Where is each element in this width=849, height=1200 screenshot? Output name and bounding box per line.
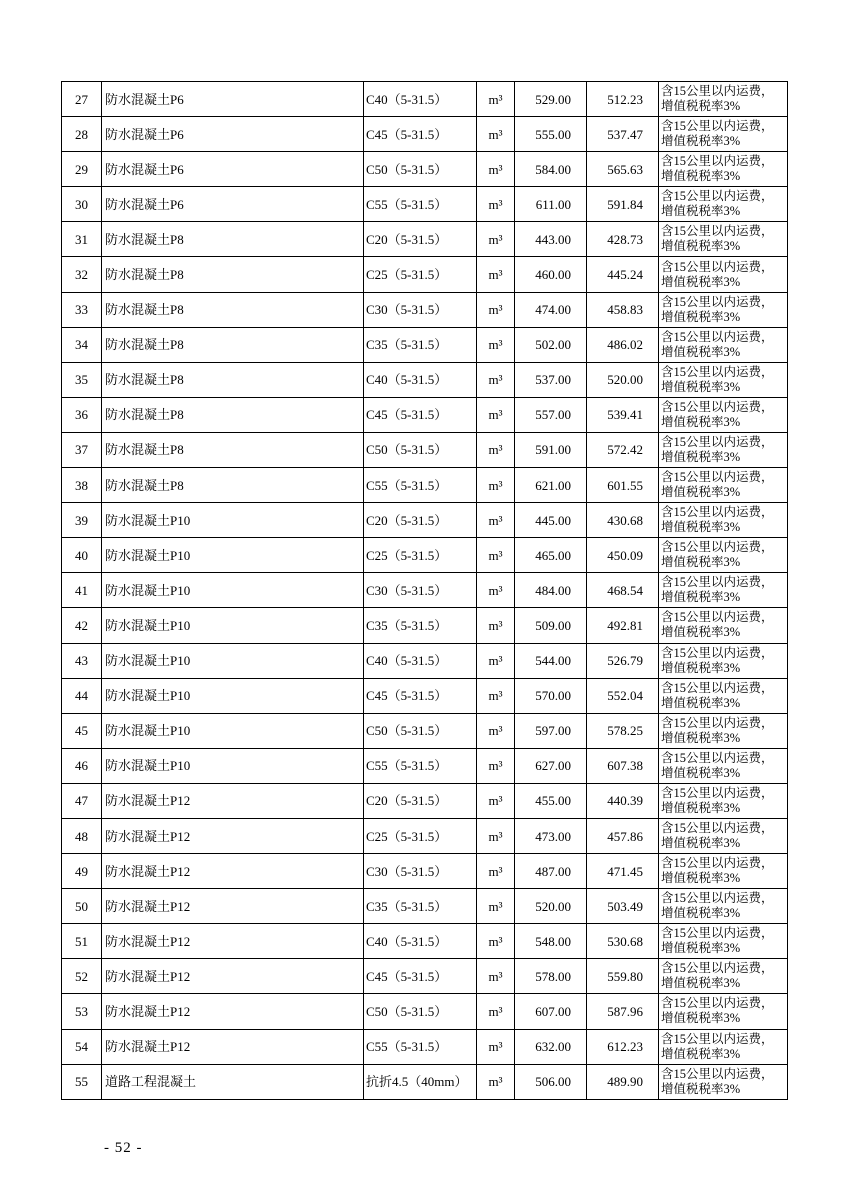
material-spec-cell: C20（5-31.5） [364, 503, 477, 538]
remark-line: 增值税税率3% [661, 906, 741, 921]
row-number-cell: 45 [62, 713, 102, 748]
row-number-cell: 35 [62, 362, 102, 397]
price-excl-tax-cell: 591.84 [587, 187, 659, 222]
remark-line: 含15公里以内运费， [661, 821, 774, 836]
table-row [62, 503, 788, 538]
remark-line: 增值税税率3% [661, 414, 741, 429]
row-number-cell: 52 [62, 959, 102, 994]
remark-line: 含15公里以内运费， [661, 1066, 774, 1081]
price-excl-tax-cell: 512.23 [587, 82, 659, 117]
row-number-cell: 39 [62, 503, 102, 538]
price-incl-tax-cell: 584.00 [515, 152, 587, 187]
material-name-cell: 防水混凝土P8 [102, 327, 364, 362]
price-excl-tax-cell: 520.00 [587, 362, 659, 397]
table-row [62, 924, 788, 959]
row-number-cell: 43 [62, 643, 102, 678]
row-number-cell: 48 [62, 818, 102, 853]
material-name-cell: 防水混凝土P10 [102, 573, 364, 608]
remark-line: 增值税税率3% [661, 169, 741, 184]
remark-line: 含15公里以内运费， [661, 856, 774, 871]
row-number-cell: 33 [62, 292, 102, 327]
unit-cell: m³ [477, 713, 515, 748]
remark-cell [659, 397, 788, 432]
material-spec-cell: C25（5-31.5） [364, 538, 477, 573]
remark-line: 含15公里以内运费， [661, 259, 774, 274]
remark-line: 含15公里以内运费， [661, 364, 774, 379]
unit-cell: m³ [477, 994, 515, 1029]
remark-line: 增值税税率3% [661, 871, 741, 886]
material-name-cell: 防水混凝土P10 [102, 748, 364, 783]
material-name-cell: 防水混凝土P10 [102, 643, 364, 678]
row-number-cell: 49 [62, 854, 102, 889]
unit-cell: m³ [477, 187, 515, 222]
unit-cell: m³ [477, 257, 515, 292]
remark-line: 增值税税率3% [661, 800, 741, 815]
material-name-cell: 防水混凝土P6 [102, 117, 364, 152]
price-incl-tax-cell: 621.00 [515, 468, 587, 503]
material-name-cell: 防水混凝土P12 [102, 889, 364, 924]
material-name-cell: 防水混凝土P8 [102, 222, 364, 257]
material-name-cell: 防水混凝土P8 [102, 397, 364, 432]
remark-line: 增值税税率3% [661, 204, 741, 219]
table-row [62, 643, 788, 678]
remark-cell [659, 748, 788, 783]
remark-cell [659, 854, 788, 889]
remark-cell [659, 1064, 788, 1099]
unit-cell: m³ [477, 643, 515, 678]
remark-line: 增值税税率3% [661, 660, 741, 675]
remark-line: 增值税税率3% [661, 485, 741, 500]
remark-cell [659, 994, 788, 1029]
remark-line: 增值税税率3% [661, 520, 741, 535]
price-incl-tax-cell: 445.00 [515, 503, 587, 538]
remark-line: 含15公里以内运费， [661, 119, 774, 134]
table-row [62, 713, 788, 748]
material-name-cell: 防水混凝土P8 [102, 362, 364, 397]
remark-line: 增值税税率3% [661, 625, 741, 640]
remark-line: 含15公里以内运费， [661, 434, 774, 449]
remark-line: 增值税税率3% [661, 134, 741, 149]
remark-cell [659, 959, 788, 994]
remark-line: 含15公里以内运费， [661, 785, 774, 800]
remark-line: 增值税税率3% [661, 730, 741, 745]
material-name-cell: 防水混凝土P12 [102, 959, 364, 994]
price-excl-tax-cell: 526.79 [587, 643, 659, 678]
remark-line: 含15公里以内运费， [661, 750, 774, 765]
material-spec-cell: C25（5-31.5） [364, 257, 477, 292]
remark-cell [659, 327, 788, 362]
material-spec-cell: C30（5-31.5） [364, 573, 477, 608]
remark-line: 含15公里以内运费， [661, 294, 774, 309]
price-incl-tax-cell: 591.00 [515, 432, 587, 467]
price-excl-tax-cell: 492.81 [587, 608, 659, 643]
material-spec-cell: C55（5-31.5） [364, 1029, 477, 1064]
row-number-cell: 44 [62, 678, 102, 713]
unit-cell: m³ [477, 889, 515, 924]
price-incl-tax-cell: 570.00 [515, 678, 587, 713]
price-incl-tax-cell: 627.00 [515, 748, 587, 783]
table-row [62, 468, 788, 503]
unit-cell: m³ [477, 573, 515, 608]
material-spec-cell: C40（5-31.5） [364, 362, 477, 397]
remark-cell [659, 1029, 788, 1064]
material-name-cell: 防水混凝土P10 [102, 713, 364, 748]
price-incl-tax-cell: 443.00 [515, 222, 587, 257]
price-excl-tax-cell: 572.42 [587, 432, 659, 467]
material-spec-cell: C45（5-31.5） [364, 959, 477, 994]
unit-cell: m³ [477, 959, 515, 994]
price-excl-tax-cell: 539.41 [587, 397, 659, 432]
remark-line: 增值税税率3% [661, 590, 741, 605]
row-number-cell: 53 [62, 994, 102, 1029]
price-incl-tax-cell: 548.00 [515, 924, 587, 959]
price-excl-tax-cell: 612.23 [587, 1029, 659, 1064]
price-table-body [62, 82, 788, 1100]
price-excl-tax-cell: 578.25 [587, 713, 659, 748]
material-name-cell: 防水混凝土P6 [102, 152, 364, 187]
remark-cell [659, 257, 788, 292]
price-excl-tax-cell: 486.02 [587, 327, 659, 362]
remark-line: 增值税税率3% [661, 1081, 741, 1096]
price-incl-tax-cell: 529.00 [515, 82, 587, 117]
unit-cell: m³ [477, 783, 515, 818]
row-number-cell: 42 [62, 608, 102, 643]
price-excl-tax-cell: 530.68 [587, 924, 659, 959]
table-row [62, 1029, 788, 1064]
remark-line: 含15公里以内运费， [661, 610, 774, 625]
material-spec-cell: C20（5-31.5） [364, 783, 477, 818]
material-name-cell: 道路工程混凝土 [102, 1064, 364, 1099]
unit-cell: m³ [477, 432, 515, 467]
price-excl-tax-cell: 559.80 [587, 959, 659, 994]
unit-cell: m³ [477, 538, 515, 573]
material-spec-cell: C55（5-31.5） [364, 468, 477, 503]
material-name-cell: 防水混凝土P8 [102, 432, 364, 467]
price-incl-tax-cell: 455.00 [515, 783, 587, 818]
remark-cell [659, 783, 788, 818]
remark-line: 增值税税率3% [661, 976, 741, 991]
remark-line: 增值税税率3% [661, 1011, 741, 1026]
remark-line: 含15公里以内运费， [661, 1031, 774, 1046]
unit-cell: m³ [477, 397, 515, 432]
material-spec-cell: C50（5-31.5） [364, 994, 477, 1029]
row-number-cell: 30 [62, 187, 102, 222]
table-row [62, 818, 788, 853]
price-table [61, 81, 788, 1100]
row-number-cell: 51 [62, 924, 102, 959]
unit-cell: m³ [477, 327, 515, 362]
price-incl-tax-cell: 607.00 [515, 994, 587, 1029]
table-row [62, 152, 788, 187]
remark-cell [659, 538, 788, 573]
row-number-cell: 37 [62, 432, 102, 467]
table-row [62, 82, 788, 117]
price-incl-tax-cell: 632.00 [515, 1029, 587, 1064]
price-incl-tax-cell: 465.00 [515, 538, 587, 573]
remark-line: 含15公里以内运费， [661, 891, 774, 906]
remark-cell [659, 82, 788, 117]
remark-line: 增值税税率3% [661, 555, 741, 570]
remark-line: 增值税税率3% [661, 379, 741, 394]
row-number-cell: 55 [62, 1064, 102, 1099]
row-number-cell: 27 [62, 82, 102, 117]
material-spec-cell: C35（5-31.5） [364, 327, 477, 362]
price-incl-tax-cell: 474.00 [515, 292, 587, 327]
remark-line: 增值税税率3% [661, 1046, 741, 1061]
material-name-cell: 防水混凝土P12 [102, 818, 364, 853]
table-row [62, 854, 788, 889]
row-number-cell: 40 [62, 538, 102, 573]
price-incl-tax-cell: 537.00 [515, 362, 587, 397]
table-row [62, 362, 788, 397]
table-row [62, 222, 788, 257]
table-row [62, 397, 788, 432]
unit-cell: m³ [477, 1064, 515, 1099]
price-incl-tax-cell: 544.00 [515, 643, 587, 678]
material-spec-cell: C50（5-31.5） [364, 713, 477, 748]
material-spec-cell: C35（5-31.5） [364, 608, 477, 643]
remark-cell [659, 608, 788, 643]
table-row [62, 678, 788, 713]
unit-cell: m³ [477, 608, 515, 643]
remark-line: 含15公里以内运费， [661, 224, 774, 239]
price-incl-tax-cell: 502.00 [515, 327, 587, 362]
price-incl-tax-cell: 520.00 [515, 889, 587, 924]
price-excl-tax-cell: 587.96 [587, 994, 659, 1029]
table-row [62, 994, 788, 1029]
unit-cell: m³ [477, 678, 515, 713]
remark-line: 含15公里以内运费， [661, 645, 774, 660]
price-incl-tax-cell: 484.00 [515, 573, 587, 608]
unit-cell: m³ [477, 924, 515, 959]
table-row [62, 889, 788, 924]
price-excl-tax-cell: 607.38 [587, 748, 659, 783]
price-incl-tax-cell: 557.00 [515, 397, 587, 432]
remark-line: 增值税税率3% [661, 941, 741, 956]
remark-line: 增值税税率3% [661, 765, 741, 780]
table-row [62, 327, 788, 362]
remark-line: 增值税税率3% [661, 695, 741, 710]
unit-cell: m³ [477, 82, 515, 117]
remark-cell [659, 152, 788, 187]
material-spec-cell: C45（5-31.5） [364, 117, 477, 152]
unit-cell: m³ [477, 1029, 515, 1064]
unit-cell: m³ [477, 854, 515, 889]
price-excl-tax-cell: 552.04 [587, 678, 659, 713]
remark-cell [659, 889, 788, 924]
price-incl-tax-cell: 460.00 [515, 257, 587, 292]
remark-line: 增值税税率3% [661, 274, 741, 289]
unit-cell: m³ [477, 152, 515, 187]
material-spec-cell: C55（5-31.5） [364, 748, 477, 783]
row-number-cell: 41 [62, 573, 102, 608]
remark-line: 含15公里以内运费， [661, 505, 774, 520]
material-spec-cell: C45（5-31.5） [364, 397, 477, 432]
material-name-cell: 防水混凝土P12 [102, 1029, 364, 1064]
price-excl-tax-cell: 445.24 [587, 257, 659, 292]
table-row [62, 538, 788, 573]
remark-line: 增值税税率3% [661, 344, 741, 359]
material-name-cell: 防水混凝土P6 [102, 187, 364, 222]
remark-cell [659, 117, 788, 152]
row-number-cell: 29 [62, 152, 102, 187]
remark-cell [659, 573, 788, 608]
material-spec-cell: C20（5-31.5） [364, 222, 477, 257]
row-number-cell: 34 [62, 327, 102, 362]
material-name-cell: 防水混凝土P8 [102, 468, 364, 503]
remark-line: 增值税税率3% [661, 449, 741, 464]
remark-cell [659, 362, 788, 397]
material-spec-cell: C40（5-31.5） [364, 643, 477, 678]
material-spec-cell: C40（5-31.5） [364, 82, 477, 117]
unit-cell: m³ [477, 117, 515, 152]
price-incl-tax-cell: 597.00 [515, 713, 587, 748]
price-excl-tax-cell: 458.83 [587, 292, 659, 327]
material-spec-cell: C25（5-31.5） [364, 818, 477, 853]
remark-cell [659, 222, 788, 257]
table-row [62, 748, 788, 783]
price-incl-tax-cell: 611.00 [515, 187, 587, 222]
material-name-cell: 防水混凝土P12 [102, 924, 364, 959]
remark-cell [659, 713, 788, 748]
unit-cell: m³ [477, 222, 515, 257]
remark-line: 含15公里以内运费， [661, 154, 774, 169]
table-row [62, 432, 788, 467]
remark-cell [659, 924, 788, 959]
material-name-cell: 防水混凝土P10 [102, 678, 364, 713]
remark-line: 含15公里以内运费， [661, 715, 774, 730]
remark-cell [659, 818, 788, 853]
row-number-cell: 38 [62, 468, 102, 503]
price-excl-tax-cell: 450.09 [587, 538, 659, 573]
table-row [62, 257, 788, 292]
price-excl-tax-cell: 440.39 [587, 783, 659, 818]
row-number-cell: 36 [62, 397, 102, 432]
table-row [62, 1064, 788, 1099]
material-name-cell: 防水混凝土P12 [102, 783, 364, 818]
price-incl-tax-cell: 506.00 [515, 1064, 587, 1099]
material-spec-cell: C50（5-31.5） [364, 152, 477, 187]
remark-line: 增值税税率3% [661, 309, 741, 324]
price-excl-tax-cell: 601.55 [587, 468, 659, 503]
material-spec-cell: C45（5-31.5） [364, 678, 477, 713]
price-excl-tax-cell: 503.49 [587, 889, 659, 924]
remark-cell [659, 468, 788, 503]
remark-cell [659, 503, 788, 538]
price-incl-tax-cell: 473.00 [515, 818, 587, 853]
table-row [62, 783, 788, 818]
row-number-cell: 50 [62, 889, 102, 924]
row-number-cell: 46 [62, 748, 102, 783]
material-name-cell: 防水混凝土P10 [102, 503, 364, 538]
remark-cell [659, 292, 788, 327]
remark-line: 含15公里以内运费， [661, 996, 774, 1011]
table-row [62, 608, 788, 643]
remark-cell [659, 432, 788, 467]
row-number-cell: 54 [62, 1029, 102, 1064]
material-name-cell: 防水混凝土P8 [102, 257, 364, 292]
remark-line: 增值税税率3% [661, 239, 741, 254]
remark-cell [659, 643, 788, 678]
material-spec-cell: C40（5-31.5） [364, 924, 477, 959]
unit-cell: m³ [477, 468, 515, 503]
material-name-cell: 防水混凝土P10 [102, 608, 364, 643]
price-incl-tax-cell: 487.00 [515, 854, 587, 889]
price-incl-tax-cell: 578.00 [515, 959, 587, 994]
material-spec-cell: 抗折4.5（40mm） [364, 1064, 477, 1099]
price-excl-tax-cell: 457.86 [587, 818, 659, 853]
price-excl-tax-cell: 471.45 [587, 854, 659, 889]
remark-line: 含15公里以内运费， [661, 470, 774, 485]
row-number-cell: 31 [62, 222, 102, 257]
price-incl-tax-cell: 509.00 [515, 608, 587, 643]
table-row [62, 573, 788, 608]
remark-cell [659, 187, 788, 222]
table-row [62, 187, 788, 222]
remark-line: 含15公里以内运费， [661, 399, 774, 414]
row-number-cell: 28 [62, 117, 102, 152]
unit-cell: m³ [477, 292, 515, 327]
remark-line: 含15公里以内运费， [661, 926, 774, 941]
material-spec-cell: C35（5-31.5） [364, 889, 477, 924]
remark-line: 增值税税率3% [661, 836, 741, 851]
table-row [62, 959, 788, 994]
material-spec-cell: C30（5-31.5） [364, 854, 477, 889]
price-excl-tax-cell: 537.47 [587, 117, 659, 152]
price-excl-tax-cell: 428.73 [587, 222, 659, 257]
material-name-cell: 防水混凝土P10 [102, 538, 364, 573]
material-spec-cell: C50（5-31.5） [364, 432, 477, 467]
table-row [62, 292, 788, 327]
remark-line: 含15公里以内运费， [661, 189, 774, 204]
remark-line: 含15公里以内运费， [661, 680, 774, 695]
remark-line: 增值税税率3% [661, 99, 741, 114]
material-spec-cell: C30（5-31.5） [364, 292, 477, 327]
remark-line: 含15公里以内运费， [661, 84, 774, 99]
remark-line: 含15公里以内运费， [661, 961, 774, 976]
price-excl-tax-cell: 489.90 [587, 1064, 659, 1099]
price-excl-tax-cell: 468.54 [587, 573, 659, 608]
unit-cell: m³ [477, 818, 515, 853]
remark-cell [659, 678, 788, 713]
row-number-cell: 32 [62, 257, 102, 292]
material-name-cell: 防水混凝土P12 [102, 994, 364, 1029]
remark-line: 含15公里以内运费， [661, 575, 774, 590]
table-row [62, 117, 788, 152]
material-name-cell: 防水混凝土P12 [102, 854, 364, 889]
row-number-cell: 47 [62, 783, 102, 818]
price-incl-tax-cell: 555.00 [515, 117, 587, 152]
price-excl-tax-cell: 565.63 [587, 152, 659, 187]
unit-cell: m³ [477, 748, 515, 783]
material-name-cell: 防水混凝土P6 [102, 82, 364, 117]
unit-cell: m³ [477, 503, 515, 538]
material-spec-cell: C55（5-31.5） [364, 187, 477, 222]
remark-line: 含15公里以内运费， [661, 540, 774, 555]
remark-line: 含15公里以内运费， [661, 329, 774, 344]
material-name-cell: 防水混凝土P8 [102, 292, 364, 327]
unit-cell: m³ [477, 362, 515, 397]
page-number: - 52 - [104, 1140, 143, 1156]
price-excl-tax-cell: 430.68 [587, 503, 659, 538]
